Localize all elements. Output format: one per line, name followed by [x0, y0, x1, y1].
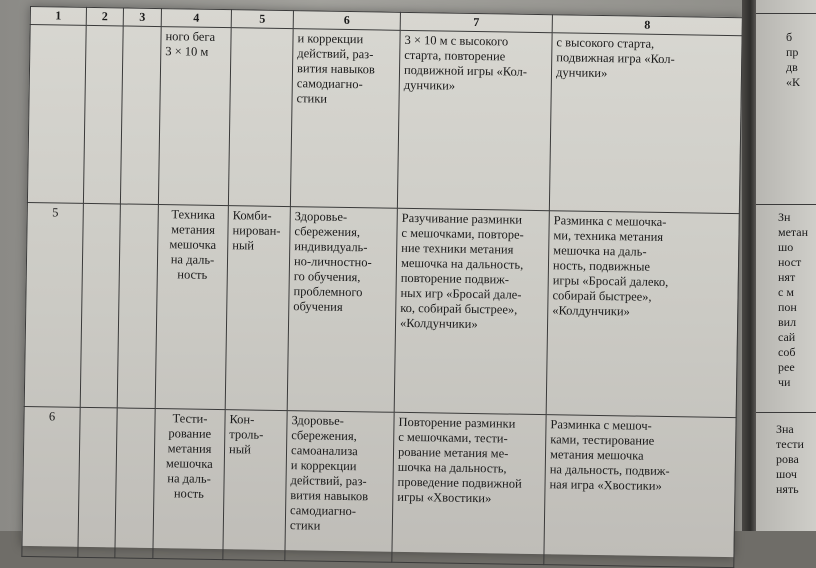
cell-col-2 [80, 203, 120, 408]
table-row [27, 25, 742, 214]
lesson-type: Комби- нирован- ный [225, 206, 290, 411]
lesson-technologies: и коррекции действий, раз- вития навыков самодиагно- стики [290, 29, 400, 209]
cell-col-2 [78, 407, 117, 558]
lesson-content: Повторение разминки с мешочками, тести- рование метания ме- шочка на дальность, проведение подвижной игры «Хвостики» [392, 412, 546, 564]
lesson-type: Кон- троль- ный [223, 410, 287, 561]
lesson-type [228, 28, 293, 207]
lesson-number [27, 25, 86, 204]
header-col-6: 6 [293, 11, 400, 31]
facing-page-fragment: Зна тести рова шоч нять [776, 422, 804, 496]
lesson-technologies: Здоровье- сбережения, индивидуаль- но-личностно- го обучения, проблемного обучения [287, 207, 397, 413]
table-row [24, 202, 739, 417]
facing-page-rule [756, 13, 816, 14]
cell-col-2 [83, 25, 123, 204]
cell-col-3 [115, 408, 155, 559]
lesson-plan-table [21, 6, 743, 568]
facing-page-rule [756, 204, 816, 205]
header-col-7: 7 [400, 12, 552, 32]
facing-page-edge [756, 0, 816, 531]
header-col-8: 8 [552, 15, 742, 36]
lesson-activity: с высокого старта, подвижная игра «Кол- дунчики» [549, 33, 742, 214]
cell-col-3 [120, 26, 161, 205]
facing-page-fragment: Зн метан шо ност нят с м пон вил сай соб рее чи [778, 210, 809, 389]
lesson-number: 6 [22, 406, 80, 557]
book-gutter [742, 0, 756, 531]
lesson-topic: ного бега 3 × 10 м [158, 27, 231, 206]
lesson-activity: Разминка с мешочка- ми, техника метания мешочка на даль- ность, подвижные игры «Бросай далеко, собирай быстрее», «Колдунчики» [546, 211, 739, 418]
lesson-number: 5 [24, 202, 83, 407]
lesson-content: Разучивание разминки с мешочками, повторе- ние техники метания мешочка на дальность, повторение подвиж- ных игр «Бросай дале- ко, собирай быстрее», «Колдунчики» [394, 208, 549, 414]
book-page [22, 6, 742, 557]
header-col-1: 1 [30, 7, 86, 26]
header-col-5: 5 [231, 10, 293, 29]
lesson-topic: Техника метания мешочка на даль- ность [155, 205, 228, 410]
header-col-2: 2 [86, 7, 123, 26]
lesson-content: 3 × 10 м с высокого старта, повторение подвижной игры «Кол- дунчики» [397, 30, 552, 210]
lesson-activity: Разминка с мешоч- ками, тестирование метания мешочка на дальность, подвиж- ная игра «Хвостики» [544, 415, 736, 568]
header-col-3: 3 [123, 8, 161, 27]
cell-col-3 [117, 204, 158, 409]
lesson-topic: Тести- рование метания мешочка на даль- ность [153, 409, 225, 560]
facing-page-fragment: б пр дв «К [786, 30, 801, 89]
lesson-technologies: Здоровье- сбережения, самоанализа и коррекции действий, раз- вития навыков самодиагно- стики [285, 411, 394, 563]
header-col-4: 4 [161, 9, 231, 28]
facing-page-rule [756, 412, 816, 413]
table-row [22, 406, 736, 567]
